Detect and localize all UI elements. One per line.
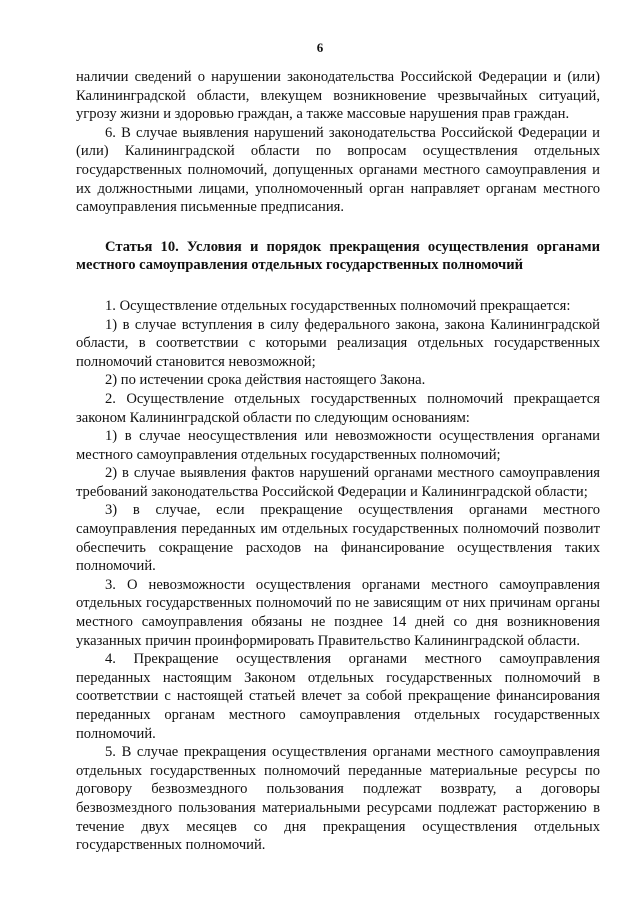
page-number: 6 [316,40,324,55]
paragraph-5: 5. В случае прекращения осуществления органами местного самоуправления отдельных государственных полномочий переданные материальные ресурсы по договору безвозмездного пользования подлежат возврату, а договоры безвозмездного пользования материальными ресурсами подлежат расторжению в течение двух месяцев со дня прекращения осуществления отдельных государственных полномочий. [76,744,600,854]
article-10-title: Статья 10. Условия и порядок прекращения осуществления органами местного самоуправления отдельных государственных полномочий [76,238,600,274]
paragraph-1-subitem-1: 1) в случае вступления в силу федерального закона, закона Калининградской области, в соответствии с которыми реализация отдельных государственных полномочий становится невозможной; [76,316,600,370]
paragraph-2-subitem-1: 1) в случае неосуществления или невозможности осуществления органами местного самоуправления отдельных государственных полномочий; [76,428,600,463]
paragraph-4: 4. Прекращение осуществления органами местного самоуправления переданных настоящим Законом отдельных государственных полномочий в соответствии с настоящей статьей влечет за собой прекращение финансирования переданных органам местного самоуправления отдельных государственных полномочий. [76,651,600,742]
paragraph-item-6: 6. В случае выявления нарушений законодательства Российской Федерации и (или) Калининградской области по вопросам осуществления отдельных государственных полномочий, допущенных органами местного самоуправления и их должностными лицами, уполномоченный орган направляет органам местного самоуправления письменные предписания. [76,124,600,216]
paragraph-2-subitem-2: 2) в случае выявления фактов нарушений органами местного самоуправления требований законодательства Российской Федерации и Калининградской области; [76,465,600,500]
paragraph-2-subitem-3: 3) в случае, если прекращение осуществления органами местного самоуправления переданных им отдельных государственных полномочий позволит обеспечить сокращение расходов на финансирование осуществления таких полномочий. [76,502,600,575]
paragraph-1: 1. Осуществление отдельных государственных полномочий прекращается: [105,297,571,314]
paragraph-continuation: наличии сведений о нарушении законодательства Российской Федерации и (или) Калининградской области, влекущем возникновение чрезвычайных ситуаций, угрозу жизни и здоровью граждан, а также массовые нарушения прав граждан. [76,69,600,123]
paragraph-3: 3. О невозможности осуществления органами местного самоуправления отдельных государственных полномочий по не зависящим от них причинам органы местного самоуправления обязаны не позднее 14 дней со дня возникновения указанных причин проинформировать Правительство Калининградской области. [76,576,600,649]
paragraph-1-subitem-2: 2) по истечении срока действия настоящего Закона. [105,372,426,389]
document-body [76,68,600,855]
paragraph-2: 2. Осуществление отдельных государственных полномочий прекращается законом Калининградской области по следующим основаниям: [76,390,600,426]
